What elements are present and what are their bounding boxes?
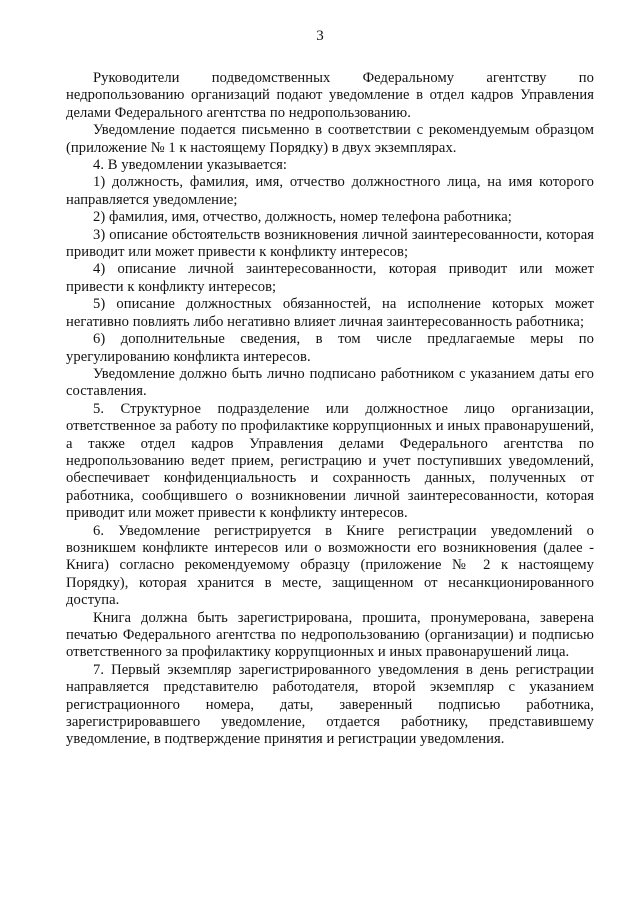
paragraph-item-4-3: 3) описание обстоятельств возникновения личной заинтересованности, которая приводит или может привести к конфликту интересов; (66, 226, 594, 261)
paragraph-item-7: 7. Первый экземпляр зарегистрированного уведомления в день регистрации направляется представителю работодателя, второй экземпляр с указанием регистрационного номера, даты, заверенный подписью работника, зарегистрировавшего уведомление, отдается работнику, представившему уведомление, в подтверждение принятия и регистрации уведомления. (66, 661, 594, 748)
paragraph-heads-of-organizations: Руководители подведомственных Федеральному агентству по недропользованию организаций подают уведомление в отдел кадров Управления делами Федерального агентства по недропользованию. (66, 70, 594, 121)
paragraph-item-4-2: 2) фамилия, имя, отчество, должность, номер телефона работника; (93, 209, 512, 226)
document-body (66, 70, 594, 749)
page-number: 3 (316, 28, 324, 44)
paragraph-item-4-heading: 4. В уведомлении указывается: (93, 157, 287, 174)
paragraph-item-4-5: 5) описание должностных обязанностей, на исполнение которых может негативно повлиять либо негативно влияет личная заинтересованность работника; (66, 296, 594, 330)
paragraph-item-4-4: 4) описание личной заинтересованности, которая приводит или может привести к конфликту интересов; (66, 261, 594, 295)
paragraph-signature-requirement: Уведомление должно быть лично подписано работником с указанием даты его составления. (66, 365, 594, 400)
paragraph-register-book: Книга должна быть зарегистрирована, прошита, пронумерована, заверена печатью Федерального агентства по недропользованию (организации) и подписью ответственного за профилактику коррупционных и иных правонарушений лица. (66, 609, 594, 661)
paragraph-item-5: 5. Структурное подразделение или должностное лицо организации, ответственное за работу по профилактике коррупционных и иных правонарушений, а также отдел кадров Управления делами Федерального агентства по недропользованию ведет прием, регистрацию и учет поступивших уведомлений, обеспечивает конфиденциальность и сохранность данных, полученных от работника, сообщившего о возникновении личной заинтересованности, которая приводит или может привести к конфликту интересов. (66, 400, 594, 522)
paragraph-item-4-1: 1) должность, фамилия, имя, отчество должностного лица, на имя которого направляется уведомление; (66, 174, 594, 208)
paragraph-item-4-6: 6) дополнительные сведения, в том числе предлагаемые меры по урегулированию конфликта интересов. (66, 331, 594, 365)
paragraph-notice-form: Уведомление подается письменно в соответствии с рекомендуемым образцом (приложение № 1 к настоящему Порядку) в двух экземплярах. (66, 122, 594, 156)
paragraph-item-6: 6. Уведомление регистрируется в Книге регистрации уведомлений о возникшем конфликте интересов или о возможности его возникновения (далее - Книга) согласно рекомендуемому образцу (приложение № 2 к настоящему Порядку), которая хранится в месте, защищенном от несанкционированного доступа. (66, 522, 594, 609)
